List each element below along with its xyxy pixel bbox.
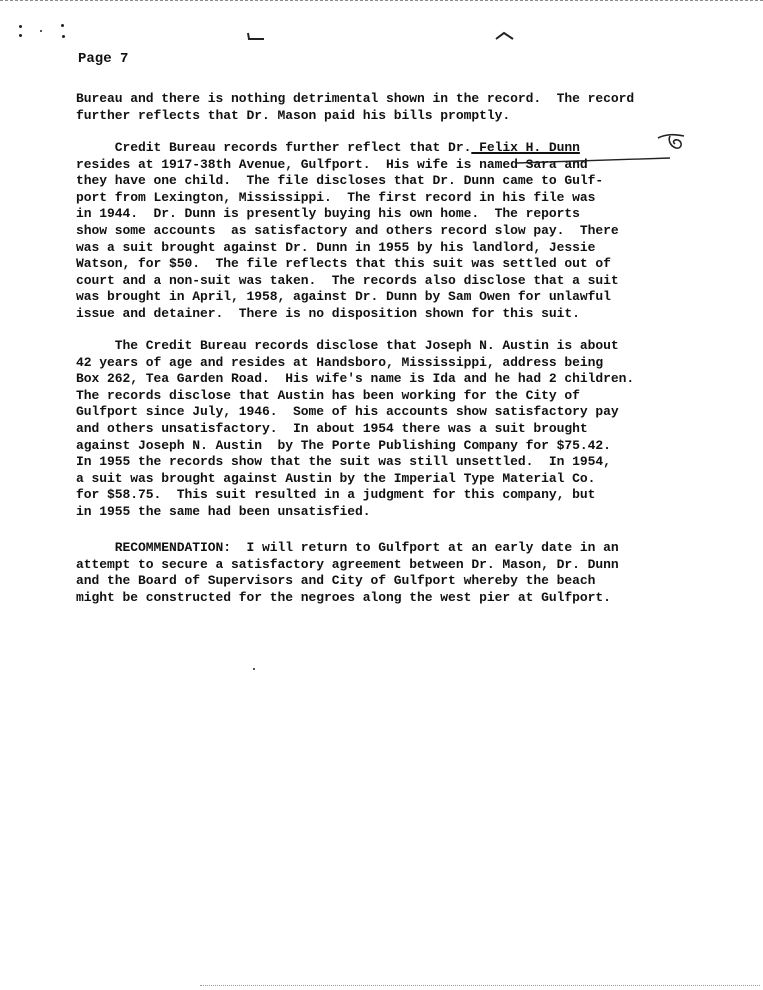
- text-line: in 1944. Dr. Dunn is presently buying his own home. The reports: [76, 206, 580, 222]
- text-line: port from Lexington, Mississippi. The first record in his file was: [76, 189, 596, 205]
- scan-top-border: [0, 0, 763, 1]
- handwritten-initial-icon: [656, 132, 690, 152]
- text-line: RECOMMENDATION: I will return to Gulfport at an early date in an: [76, 540, 619, 555]
- text-line: Gulfport since July, 1946. Some of his accounts show satisfactory pay: [76, 404, 619, 420]
- scan-bottom-border: [200, 985, 760, 986]
- text-line: court and a non-suit was taken. The records also disclose that a suit: [76, 272, 619, 288]
- scan-corner-mark-icon: [494, 30, 516, 42]
- underlined-name: Felix H. Dunn: [471, 140, 580, 155]
- text-line: attempt to secure a satisfactory agreement between Dr. Mason, Dr. Dunn: [76, 556, 619, 572]
- text-line: and the Board of Supervisors and City of Gulfport whereby the beach: [76, 573, 596, 589]
- scan-dot: [40, 30, 42, 32]
- text-line: show some accounts as satisfactory and others record slow pay. There: [76, 222, 619, 238]
- page-number: Page 7: [78, 51, 129, 67]
- text-line-prefix: Credit Bureau records further reflect that Dr.: [76, 140, 472, 155]
- text-line: a suit was brought against Austin by the Imperial Type Material Co.: [76, 470, 596, 486]
- text-line: was a suit brought against Dr. Dunn in 1955 by his landlord, Jessie: [76, 239, 596, 255]
- paragraph-1: [76, 91, 736, 124]
- paragraph-2: [76, 140, 736, 323]
- scan-dot: [19, 25, 22, 28]
- paragraph-3: [76, 338, 736, 521]
- scan-dot: [253, 668, 255, 670]
- text-line: might be constructed for the negroes along the west pier at Gulfport.: [76, 589, 611, 605]
- ink-strike-line: [515, 155, 675, 167]
- text-line: 42 years of age and resides at Handsboro, Mississippi, address being: [76, 354, 604, 370]
- text-line: Watson, for $50. The file reflects that this suit was settled out of: [76, 256, 611, 272]
- scan-dot: [19, 34, 22, 37]
- text-line: Box 262, Tea Garden Road. His wife's name is Ida and he had 2 children.: [76, 371, 635, 387]
- text-line: in 1955 the same had been unsatisfied.: [76, 503, 371, 519]
- text-line: resides at 1917-38th Avenue, Gulfport. His wife is named Sara and: [76, 156, 588, 172]
- scan-dot: [62, 35, 65, 38]
- text-line: further reflects that Dr. Mason paid his bills promptly.: [76, 107, 511, 123]
- text-line: and others unsatisfactory. In about 1954 there was a suit brought: [76, 420, 588, 436]
- text-line: In 1955 the records show that the suit was still unsettled. In 1954,: [76, 454, 611, 470]
- text-line: they have one child. The file discloses that Dr. Dunn came to Gulf-: [76, 173, 604, 189]
- text-line: The records disclose that Austin has been working for the City of: [76, 387, 580, 403]
- scan-corner-mark-icon: [246, 30, 268, 42]
- scan-dot: [61, 24, 64, 27]
- text-line: against Joseph N. Austin by The Porte Publishing Company for $75.42.: [76, 437, 611, 453]
- text-line: for $58.75. This suit resulted in a judgment for this company, but: [76, 487, 596, 503]
- text-line: was brought in April, 1958, against Dr. Dunn by Sam Owen for unlawful: [76, 289, 611, 305]
- text-line: The Credit Bureau records disclose that Joseph N. Austin is about: [76, 338, 619, 353]
- text-line: issue and detainer. There is no disposition shown for this suit.: [76, 305, 580, 321]
- paragraph-4: [76, 540, 736, 606]
- text-line: Bureau and there is nothing detrimental shown in the record. The record: [76, 91, 635, 106]
